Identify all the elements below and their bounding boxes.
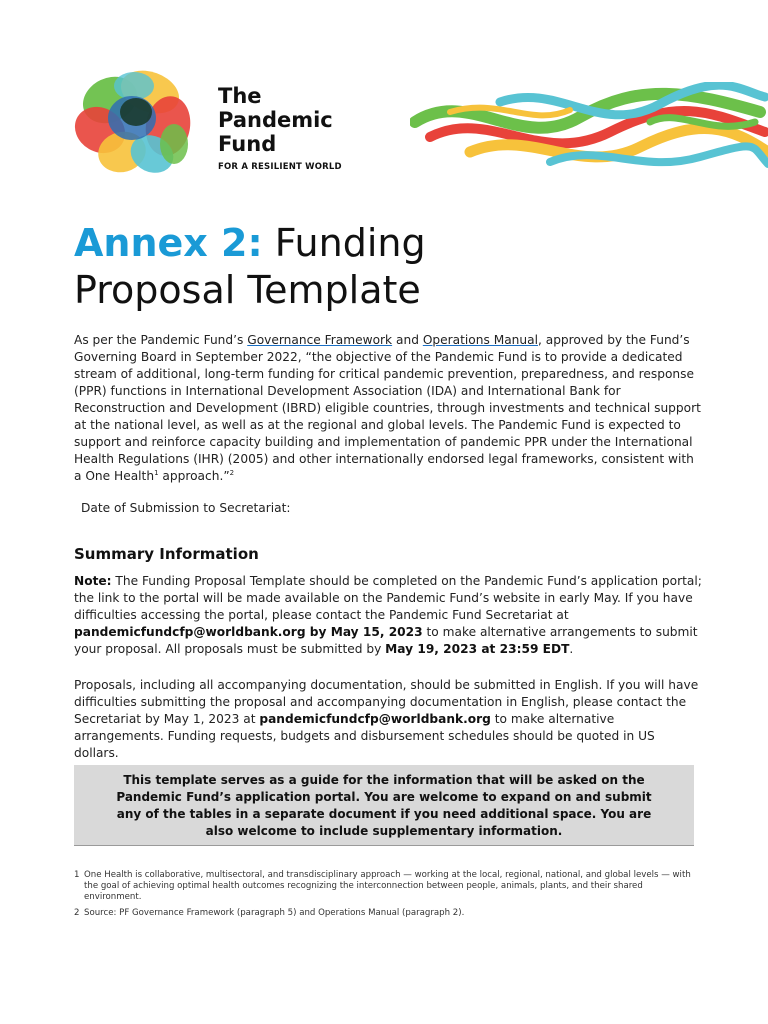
intro-text: As per the Pandemic Fund’s — [74, 333, 248, 347]
logo-line: Fund — [218, 132, 277, 156]
logo-tagline: FOR A RESILIENT WORLD — [218, 162, 342, 172]
title-line1: Funding — [274, 221, 426, 265]
date-of-submission-label: Date of Submission to Secretariat: — [81, 501, 291, 515]
note-label: Note: — [74, 574, 112, 588]
operations-manual-link[interactable]: Operations Manual — [422, 333, 538, 347]
deadline: May 19, 2023 at 23:59 EDT — [385, 642, 570, 656]
props-text: to make alternative arrangements. Funding requests, budgets and disbursement schedules should be quoted in US dollars. — [74, 712, 655, 760]
proposals-paragraph — [74, 677, 702, 762]
note-text: The Funding Proposal Template should be completed on the Pandemic Fund’s application portal; the link to the portal will be made available on the Pandemic Fund’s website in early May. If you have difficulties accessing the portal, please contact the Pandemic Fund Secretariat at — [74, 574, 702, 622]
intro-text: and — [392, 333, 423, 347]
title-line2: Proposal Template — [74, 268, 421, 312]
page-title — [74, 220, 426, 314]
logo-line: The — [218, 84, 262, 108]
guide-callout-text: This template serves as a guide for the information that will be asked on the Pandemic Fund’s application portal. You are welcome to expand on and submit any of the tables in a separate document if you need additional space. You are also welcome to include supplementary information. — [116, 773, 652, 838]
footnote — [74, 870, 702, 903]
guide-callout-box — [74, 765, 694, 846]
note-bold: pandemicfundcfp@worldbank.org by May 15, 2023 — [74, 625, 423, 639]
note-text: . — [569, 642, 574, 656]
footnote-number: 2 — [74, 908, 80, 918]
summary-heading: Summary Information — [74, 545, 259, 563]
logo-wordmark — [218, 84, 342, 172]
intro-text: , approved by the Fund’s Governing Board in September 2022, “the objective of the Pandemic Fund is to provide a dedicated stream of additional, long-term funding for critical pandemic prevention, preparedness, and response (PPR) functions in International Development Association (IDA) and International Bank for Reconstruction and Development (IBRD) eligible countries, through investments and technical support at the national level, as well as at the regional and global levels. The Pandemic Fund is expected to support and reinforce capacity building and implementation of pandemic PPR under the International Health Regulations (IHR) (2005) and other internationally endorsed legal frameworks, consistent with a One Health — [74, 333, 701, 483]
intro-paragraph — [74, 332, 702, 485]
props-text: Proposals, including all accompanying documentation, should be submitted in English. If you will have difficulties submitting the proposal and accompanying documentation in English, please contact the Secretariat by May 1, 2023 at — [74, 678, 699, 726]
note-text: to make alternative arrangements to submit your proposal. All proposals must be submitted by — [74, 625, 698, 656]
pandemic-fund-logo-icon — [70, 64, 194, 178]
email-address: pandemicfundcfp@worldbank.org — [259, 712, 491, 726]
note-paragraph — [74, 573, 702, 658]
decorative-ribbon-graphic — [410, 82, 768, 174]
governance-framework-link[interactable]: Governance Framework — [247, 333, 393, 347]
footnote-ref: 2 — [229, 468, 235, 477]
footnote-text: One Health is collaborative, multisectoral, and transdisciplinary approach — working at the local, regional, national, and global levels — with the goal of achieving optimal health outcomes recognizing the interconnection between people, animals, plants, and their shared environment. — [84, 870, 691, 902]
footnote-text: Source: PF Governance Framework (paragraph 5) and Operations Manual (paragraph 2). — [84, 908, 465, 918]
footnote — [74, 908, 702, 919]
footnote-ref: 1 — [154, 468, 159, 477]
title-annex: Annex 2: — [74, 221, 263, 265]
intro-text: approach.” — [158, 469, 230, 483]
logo-line: Pandemic — [218, 108, 333, 132]
footnotes — [74, 870, 702, 924]
footnote-number: 1 — [74, 870, 80, 880]
